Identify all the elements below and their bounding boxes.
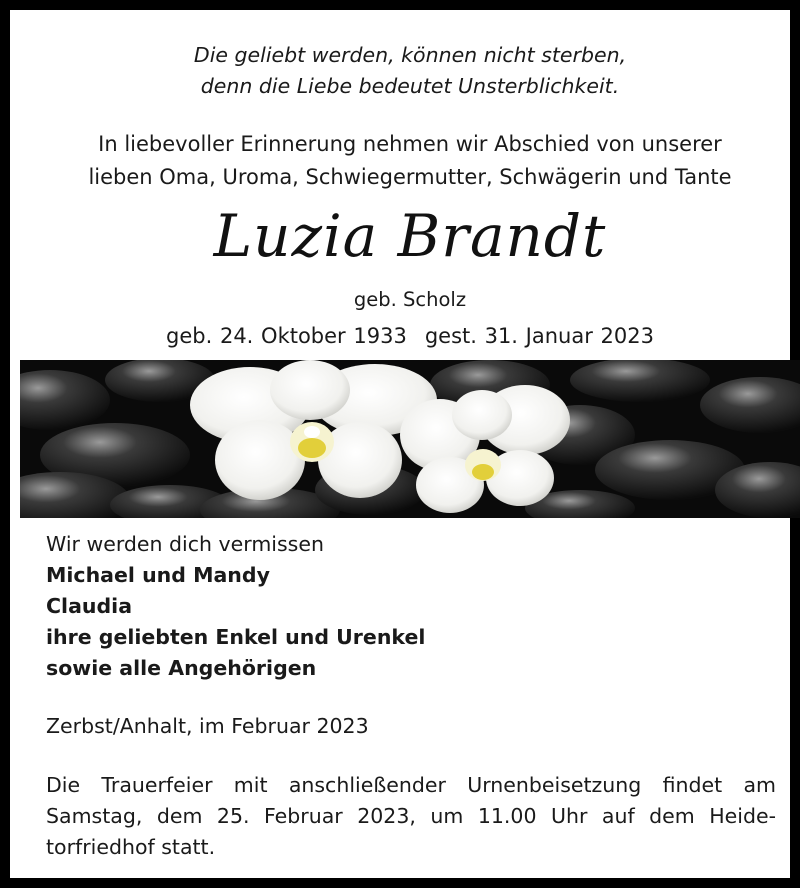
intro-line-1: In liebevoller Erinnerung nehmen wir Abschied von unserer bbox=[98, 132, 722, 156]
ceremony-line-2: Samstag, dem 25. Februar 2023, um 11.00 Uhr auf dem Heide- bbox=[46, 804, 776, 828]
mourner-name: Claudia bbox=[46, 594, 133, 618]
ceremony-line-3: torfriedhof statt. bbox=[46, 835, 216, 859]
quote-line-1: Die geliebt werden, können nicht sterben, bbox=[193, 43, 627, 67]
mourner-name: Michael und Mandy bbox=[46, 563, 270, 587]
mourners-intro: Wir werden dich vermissen bbox=[46, 532, 324, 556]
ceremony-notice bbox=[46, 770, 776, 863]
ceremony-line-1: Die Trauerfeier mit anschließender Urnenbeisetzung findet am bbox=[46, 773, 776, 797]
death-date: gest. 31. Januar 2023 bbox=[424, 324, 654, 348]
memorial-quote bbox=[20, 40, 800, 102]
mourner-name: sowie alle Angehörigen bbox=[46, 656, 317, 680]
mourner-name: ihre geliebten Enkel und Urenkel bbox=[46, 625, 426, 649]
birth-name: geb. Scholz bbox=[353, 288, 467, 311]
birth-date: geb. 24. Oktober 1933 bbox=[166, 324, 407, 348]
deceased-name: Luzia Brandt bbox=[213, 202, 607, 270]
orchid-photo bbox=[20, 360, 800, 518]
intro-text bbox=[20, 128, 800, 194]
mourners-block bbox=[46, 529, 776, 684]
life-dates bbox=[20, 320, 800, 352]
intro-line-2: lieben Oma, Uroma, Schwiegermutter, Schwägerin und Tante bbox=[88, 165, 732, 189]
place-date: Zerbst/Anhalt, im Februar 2023 bbox=[46, 714, 369, 738]
quote-line-2: denn die Liebe bedeutet Unsterblichkeit. bbox=[200, 74, 620, 98]
orchid-stones-image bbox=[20, 360, 800, 518]
